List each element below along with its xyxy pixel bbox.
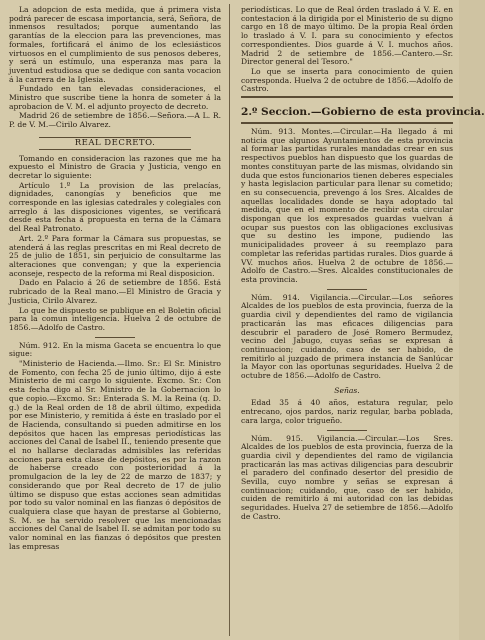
- divider-rule: [327, 289, 367, 290]
- paragraph: "Ministerio de Hacienda.—Ilmo. Sr.: El Sr. Ministro de Fomento, con fecha 25 de junio último, dijo á este Ministerio de mi cargo lo siguiente. Excmo. Sr.: Con esta fecha digo al Sr. Ministro de la Gobernacion lo que copio.—Excmo. Sr.: Enterada S. M. la Reina (q. D. g.) de la Real orden de 18 de abril último, expedida por ese Ministerio, y remitida á éste en traslado por el de Hacienda, consultando si pueden admitirse en los depósitos que hacen las empresas periodísticas las acciones del Canal de Isabel II., teniendo presente que el no hallarse declaradas admisibles las referidas acciones para esta clase de depósitos, es por la razon de haberse creado con posterioridad á la promulgacion de la ley de 22 de marzo de 1837; y considerando que por Real decreto de 17 de julio último se dispuso que estas acciones sean admitidas por todo su valor nominal en las fianzas ó depósitos de cualquiera clase que hayan de prestarse al Gobierno, S. M. se ha servido resolver que las mencionadas acciones del Canal de Isabel II. se admitan por todo su valor nominal en las fianzas ó depósitos que presten las empresas: [9, 359, 221, 551]
- notice-914: Núm. 914. Vigilancia.—Circular.—Los señores Alcaldes de los pueblos de esta provincia, fuerza de la guardia civil y dependientes del ramo de vigilancia practicarán las mas eficaces diligencias para descubrir el paradero de José Romero Bermudez, vecino del Jabugo, cuyas señas se expresan á continuacion; cuidando, caso de ser habido, de remitirlo al juzgado de primera instancia de Sanlúcar la Mayor con las oportunas seguridades. Huelva 2 de octubre de 1856.—Adolfo de Castro.: [241, 292, 453, 381]
- paragraph: Tomando en consideracion las razones que me ha expuesto el Ministro de Gracia y Justicia, vengo en decretar lo siguiente:: [9, 153, 221, 180]
- section-rule: [241, 96, 453, 98]
- paragraph: Edad 35 á 40 años, estatura regular, pelo entrecano, ojos pardos, nariz regular, barba poblada, cara larga, color trigueño.: [241, 398, 453, 425]
- divider-rule: [327, 430, 367, 431]
- section-title: 2.º Seccion.—Gobierno de esta provincia.: [241, 106, 485, 119]
- paragraph: periodísticas. Lo que de Real órden traslado á V. E. en contestacion á la dirigida por el Ministerio de su digno cargo en 18 de mayo último. De la propia Real órden lo traslado á V. I. para su conocimiento y efectos correspondientes. Dios guarde á V. I. muchos años. Madrid 2 de setiembre de 1856.—Cantero.—Sr. Director general del Tesoro.": [241, 5, 453, 67]
- article-1: Artículo 1.º La provision de las prelacías, dignidades, canongías y beneficios que me corresponde en las iglesias catedrales y colegiales con arreglo á las disposiciones vigentes, se verificará desde esta fecha á propuesta en terna de la Cámara del Real Patronato.: [9, 180, 221, 234]
- right-column: [241, 5, 485, 640]
- notice-912: Núm. 912. En la misma Gaceta se encuentra lo que sigue:: [9, 340, 221, 359]
- senas-heading: Señas.: [334, 385, 360, 395]
- paragraph: Dado en Palacio á 26 de setiembre de 1856. Está rubricado de la Real mano.—El Ministro de Gracia y Justicia, Cirilo Alvarez.: [9, 278, 221, 305]
- notice-913: Núm. 913. Montes.—Circular.—Ha llegado á mi noticia que algunos Ayuntamientos de esta provincia al formar las partidas rurales mandadas crear en sus respectivos pueblos han dispuesto que los guardas de montes constituyan parte de las mismas, olvidando sin duda que estos funcionarios tienen deberes especiales y hasta legislacion particular para llenar su cometido; en su consecuencia, prevengo á los Sres. Alcaldes de aquellas localidades donde se haya adoptado tal medida, que en el momento de recibir esta circular dispongan que los expresados guardas vuelvan á ocupar sus puestos con las obligaciones exclusivas que su destino les impone, pudiendo las municipalidades proveer á su reemplazo para completar las referidas partidas rurales. Dios guarde á VV. muchos años. Huelva 2 de octubre de 1856.—Adolfo de Castro.—Sres. Alcaldes constitucionales de esta provincia.: [241, 127, 454, 284]
- left-column: [9, 6, 221, 640]
- column-divider: [229, 4, 230, 636]
- divider-rule: [95, 337, 135, 338]
- paragraph: Fundado en tan elevadas consideraciones, el Ministro que suscribe tiene la honra de someter á la aprobacion de V. M. el adjunto proyecto de decreto.: [9, 84, 221, 111]
- article-2: Art. 2.º Para formar la Cámara sus propuestas, se atenderá á las reglas prescritas en mi Real decreto de 25 de julio de 1851, sin perjuicio de consultarme las alteraciones que convengan; y que la experiencia aconseje, respecto de la reforma mi Real disposicion.: [9, 233, 221, 278]
- section-rule: [241, 122, 453, 124]
- notice-915: Núm. 915. Vigilancia.—Circular.—Los Sres. Alcaldes de los pueblos de esta provincia, fuerza de la guardia civil y dependientes del ramo de vigilancia practicarán las mas activas diligencias para descubrir el paradero del confinado desertor del presidio de Sevilla, cuyo nombre y señas se expresan á continuacion; cuidando, que, caso de ser habido, cuiden de remitirlo á mi autoridad con las debidas seguridades. Huelva 27 de setiembre de 1856.—Adolfo de Castro.: [241, 433, 453, 521]
- paragraph: Lo que he dispuesto se publique en el Boletin oficial para la comun inteligencia. Huelva 2 de octubre de 1856.—Adolfo de Castro.: [9, 305, 221, 332]
- signature-line: Madrid 26 de setiembre de 1856.—Señora.—A L. R. P. de V. M.—Cirilo Alvarez.: [9, 111, 221, 130]
- real-decreto-heading: REAL DECRETO.: [39, 137, 191, 150]
- paragraph: La adopcion de esta medida, que á primera vista podrá parecer de escasa importancia, será, Señora, de inmensos resultados; porque aumentando las garantías de la eleccion para las prevenciones, mas formales, fortificará el ánimo de los eclesiásticos virtuosos en el cumplimiento de sus penosos deberes, y será un estímulo, una esperanza mas para la juventud estudiosa que se dedique con santa vocacion á la carrera de la Iglesia.: [9, 5, 221, 84]
- paragraph: Lo que se inserta para conocimiento de quien corresponda. Huelva 2 de octubre de 1856.—Adolfo de Castro.: [241, 66, 453, 94]
